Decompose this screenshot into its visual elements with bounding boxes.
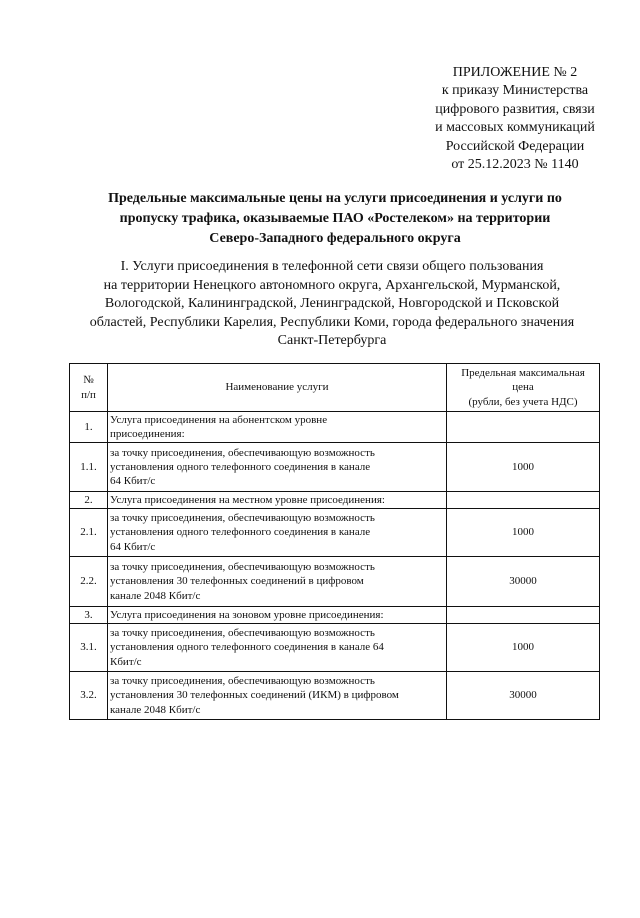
row-price: 30000	[447, 672, 600, 720]
service-line: 64 Кбит/с	[110, 540, 156, 553]
appendix-line: Российской Федерации	[445, 138, 585, 154]
section-line: Санкт-Петербурга	[277, 333, 387, 349]
service-line: присоединения:	[110, 428, 185, 440]
appendix-header	[420, 64, 610, 174]
header-name: Наименование услуги	[108, 364, 447, 412]
section-line: на территории Ненецкого автономного округа, Архангельской, Мурманской,	[103, 277, 561, 293]
row-price: 1000	[447, 443, 600, 492]
service-line: канале 2048 Кбит/с	[110, 703, 201, 716]
service-line: установления 30 телефонных соединений (ИКМ) в цифровом	[110, 689, 399, 702]
row-service	[108, 624, 447, 672]
table-row	[70, 412, 600, 443]
row-service	[108, 412, 447, 443]
row-service	[108, 672, 447, 720]
row-price: 1000	[447, 509, 600, 557]
row-price: 30000	[447, 557, 600, 607]
row-price	[447, 492, 600, 509]
table-row	[70, 509, 600, 557]
service-line: установления одного телефонного соединения в канале	[110, 526, 371, 539]
table-row	[70, 557, 600, 607]
row-price	[447, 412, 600, 443]
row-num: 2.1.	[70, 509, 108, 557]
service-line: за точку присоединения, обеспечивающую возможность	[110, 627, 375, 640]
title-line: Предельные максимальные цены на услуги присоединения и услуги по	[108, 191, 562, 206]
header-price	[447, 364, 600, 412]
service-line: Кбит/с	[110, 655, 142, 668]
section-line: I. Услуги присоединения в телефонной сети связи общего пользования	[120, 259, 544, 274]
row-service	[108, 443, 447, 492]
row-price: 1000	[447, 624, 600, 672]
document-title	[70, 189, 600, 249]
row-num: 1.	[70, 412, 108, 443]
row-num: 3.	[70, 607, 108, 624]
service-line: установления одного телефонного соединения в канале 64	[110, 641, 384, 654]
appendix-line: от 25.12.2023 № 1140	[451, 157, 579, 173]
row-service	[108, 557, 447, 607]
header-num-line: п/п	[81, 388, 96, 401]
price-table	[69, 363, 600, 720]
service-line: за точку присоединения, обеспечивающую возможность	[110, 561, 375, 574]
title-line: пропуску трафика, оказываемые ПАО «Ростелеком» на территории	[119, 211, 551, 226]
row-num: 3.1.	[70, 624, 108, 672]
row-service	[108, 492, 447, 509]
service-line: Услуга присоединения на местном уровне присоединения:	[110, 493, 385, 506]
row-num: 2.	[70, 492, 108, 509]
appendix-line: к приказу Министерства	[441, 83, 589, 99]
service-line: установления одного телефонного соединения в канале	[110, 460, 371, 473]
appendix-line: ПРИЛОЖЕНИЕ № 2	[452, 65, 578, 80]
header-num	[70, 364, 108, 412]
section-line: областей, Республики Карелия, Республики Коми, города федерального значения	[89, 314, 575, 330]
service-line: Услуга присоединения на зоновом уровне присоединения:	[110, 608, 384, 621]
header-num-line: №	[83, 374, 94, 387]
header-price-line: цена	[512, 381, 534, 394]
row-price	[447, 607, 600, 624]
table-header-row	[70, 364, 600, 412]
service-line: за точку присоединения, обеспечивающую возможность	[110, 675, 375, 688]
service-line: 64 Кбит/с	[110, 475, 156, 488]
table-row	[70, 607, 600, 624]
row-service	[108, 607, 447, 624]
header-price-line: (рубли, без учета НДС)	[468, 395, 578, 408]
section-heading	[62, 258, 602, 351]
service-line: за точку присоединения, обеспечивающую возможность	[110, 446, 375, 459]
service-line: за точку присоединения, обеспечивающую возможность	[110, 512, 375, 525]
service-line: установления 30 телефонных соединений в цифровом	[110, 575, 364, 588]
appendix-line: и массовых коммуникаций	[435, 120, 595, 136]
service-line: канале 2048 Кбит/с	[110, 589, 201, 602]
row-service	[108, 509, 447, 557]
row-num: 2.2.	[70, 557, 108, 607]
row-num: 1.1.	[70, 443, 108, 492]
row-num: 3.2.	[70, 672, 108, 720]
table-row	[70, 492, 600, 509]
service-line: Услуга присоединения на абонентском уровне	[110, 413, 328, 426]
table-row	[70, 443, 600, 492]
title-line: Северо-Западного федерального округа	[209, 231, 461, 246]
table-row	[70, 672, 600, 720]
table-row	[70, 624, 600, 672]
section-line: Вологодской, Калининградской, Ленинградской, Новгородской и Псковской	[104, 296, 560, 312]
header-price-line: Предельная максимальная	[461, 367, 585, 380]
appendix-line: цифрового развития, связи	[435, 101, 595, 117]
